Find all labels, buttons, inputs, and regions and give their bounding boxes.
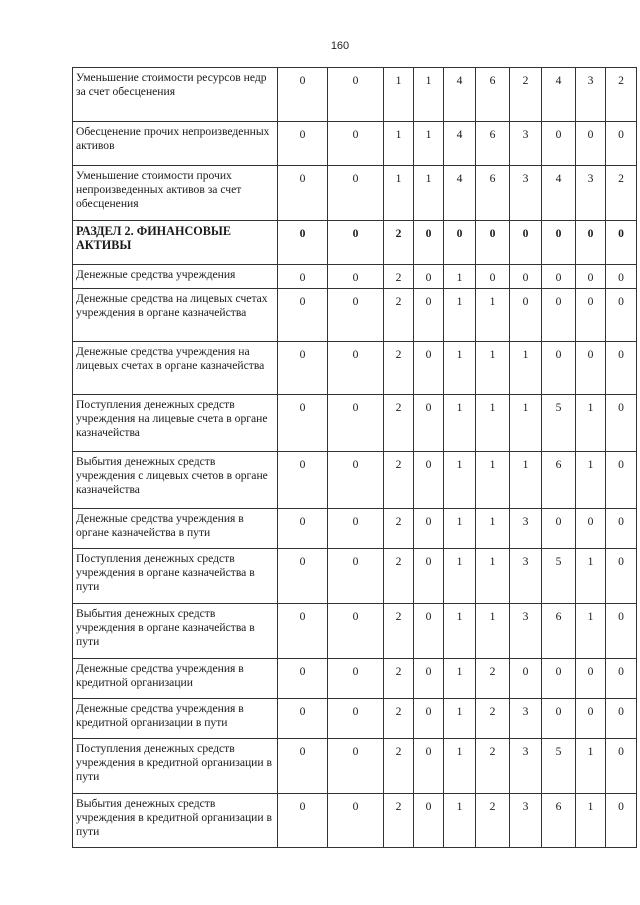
code-digit-cell: 1 [510, 452, 542, 509]
code-digit-cell: 3 [576, 166, 606, 221]
code-digit-cell: 0 [476, 221, 510, 265]
code-digit-cell: 2 [384, 395, 414, 452]
account-name-cell: Обесценение прочих непроизведенных активов [73, 122, 278, 166]
account-name-cell: Выбытия денежных средств учреждения в органе казначейства в пути [73, 604, 278, 659]
code-digit-cell: 5 [542, 549, 576, 604]
code-digit-cell: 0 [542, 289, 576, 342]
code-digit-cell: 1 [444, 509, 476, 549]
code-digit-cell: 1 [476, 509, 510, 549]
account-name-cell: Денежные средства учреждения в кредитной организации [73, 659, 278, 699]
code-digit-cell: 0 [328, 395, 384, 452]
code-digit-cell: 1 [510, 342, 542, 395]
code-digit-cell: 0 [476, 265, 510, 289]
code-digit-cell: 2 [384, 289, 414, 342]
code-digit-cell: 0 [414, 342, 444, 395]
code-digit-cell: 2 [606, 166, 637, 221]
code-digit-cell: 1 [476, 289, 510, 342]
code-digit-cell: 0 [328, 452, 384, 509]
code-digit-cell: 0 [278, 509, 328, 549]
code-digit-cell: 0 [444, 221, 476, 265]
code-digit-cell: 1 [384, 68, 414, 122]
code-digit-cell: 2 [476, 659, 510, 699]
code-digit-cell: 4 [542, 68, 576, 122]
code-digit-cell: 3 [510, 509, 542, 549]
code-digit-cell: 0 [328, 794, 384, 848]
code-digit-cell: 0 [278, 452, 328, 509]
code-digit-cell: 0 [278, 659, 328, 699]
code-digit-cell: 0 [542, 699, 576, 739]
table-row [73, 699, 637, 739]
code-digit-cell: 3 [510, 166, 542, 221]
code-digit-cell: 0 [328, 604, 384, 659]
code-digit-cell: 0 [414, 604, 444, 659]
table-row [73, 395, 637, 452]
code-digit-cell: 1 [476, 395, 510, 452]
code-digit-cell: 0 [542, 509, 576, 549]
code-digit-cell: 0 [414, 549, 444, 604]
code-digit-cell: 0 [414, 289, 444, 342]
code-digit-cell: 0 [328, 265, 384, 289]
code-digit-cell: 0 [606, 659, 637, 699]
code-digit-cell: 2 [384, 794, 414, 848]
table-row [73, 342, 637, 395]
code-digit-cell: 0 [328, 699, 384, 739]
code-digit-cell: 1 [576, 452, 606, 509]
code-digit-cell: 1 [576, 549, 606, 604]
code-digit-cell: 1 [576, 604, 606, 659]
table-row [73, 509, 637, 549]
code-digit-cell: 0 [328, 549, 384, 604]
code-digit-cell: 0 [576, 342, 606, 395]
code-digit-cell: 3 [510, 604, 542, 659]
code-digit-cell: 1 [444, 604, 476, 659]
code-digit-cell: 1 [414, 122, 444, 166]
code-digit-cell: 0 [510, 221, 542, 265]
code-digit-cell: 1 [384, 122, 414, 166]
code-digit-cell: 1 [414, 166, 444, 221]
code-digit-cell: 0 [414, 739, 444, 794]
table-row [73, 68, 637, 122]
code-digit-cell: 4 [444, 122, 476, 166]
code-digit-cell: 0 [510, 289, 542, 342]
code-digit-cell: 0 [328, 342, 384, 395]
code-digit-cell: 0 [606, 122, 637, 166]
table-row [73, 452, 637, 509]
code-digit-cell: 1 [510, 395, 542, 452]
code-digit-cell: 1 [576, 739, 606, 794]
account-name-cell: Поступления денежных средств учреждения в органе казначейства в пути [73, 549, 278, 604]
code-digit-cell: 0 [576, 122, 606, 166]
code-digit-cell: 0 [278, 221, 328, 265]
code-digit-cell: 6 [476, 68, 510, 122]
code-digit-cell: 0 [606, 265, 637, 289]
code-digit-cell: 2 [384, 509, 414, 549]
account-name-cell: Денежные средства учреждения в органе казначейства в пути [73, 509, 278, 549]
code-digit-cell: 0 [278, 342, 328, 395]
account-name-cell: Денежные средства на лицевых счетах учреждения в органе казначейства [73, 289, 278, 342]
code-digit-cell: 6 [542, 604, 576, 659]
table-row [73, 794, 637, 848]
account-name-cell: Уменьшение стоимости ресурсов недр за счет обесценения [73, 68, 278, 122]
code-digit-cell: 1 [384, 166, 414, 221]
code-digit-cell: 0 [414, 452, 444, 509]
code-digit-cell: 0 [278, 794, 328, 848]
code-digit-cell: 4 [444, 68, 476, 122]
code-digit-cell: 5 [542, 739, 576, 794]
code-digit-cell: 3 [510, 794, 542, 848]
code-digit-cell: 2 [384, 265, 414, 289]
code-digit-cell: 2 [384, 739, 414, 794]
code-digit-cell: 1 [476, 549, 510, 604]
code-digit-cell: 0 [606, 794, 637, 848]
code-digit-cell: 0 [328, 509, 384, 549]
code-digit-cell: 0 [542, 221, 576, 265]
code-digit-cell: 1 [444, 699, 476, 739]
code-digit-cell: 2 [476, 739, 510, 794]
table-row [73, 289, 637, 342]
code-digit-cell: 0 [606, 342, 637, 395]
code-digit-cell: 2 [384, 221, 414, 265]
code-digit-cell: 1 [444, 794, 476, 848]
code-digit-cell: 4 [542, 166, 576, 221]
account-codes-table [72, 67, 637, 848]
code-digit-cell: 0 [328, 166, 384, 221]
table-row [73, 659, 637, 699]
code-digit-cell: 1 [576, 395, 606, 452]
code-digit-cell: 3 [510, 549, 542, 604]
code-digit-cell: 0 [414, 221, 444, 265]
code-digit-cell: 0 [414, 265, 444, 289]
account-name-cell: Уменьшение стоимости прочих непроизведенных активов за счет обесценения [73, 166, 278, 221]
account-name-cell: Денежные средства учреждения на лицевых счетах в органе казначейства [73, 342, 278, 395]
section-header-row [73, 221, 637, 265]
code-digit-cell: 0 [606, 549, 637, 604]
page-number: 160 [330, 40, 350, 52]
account-name-cell: РАЗДЕЛ 2. ФИНАНСОВЫЕ АКТИВЫ [73, 221, 278, 265]
code-digit-cell: 0 [414, 395, 444, 452]
code-digit-cell: 4 [444, 166, 476, 221]
table-row [73, 604, 637, 659]
code-digit-cell: 0 [606, 452, 637, 509]
code-digit-cell: 0 [510, 265, 542, 289]
code-digit-cell: 0 [606, 509, 637, 549]
code-digit-cell: 3 [510, 122, 542, 166]
code-digit-cell: 2 [384, 659, 414, 699]
code-digit-cell: 6 [542, 794, 576, 848]
code-digit-cell: 3 [576, 68, 606, 122]
code-digit-cell: 0 [542, 342, 576, 395]
code-digit-cell: 0 [414, 699, 444, 739]
account-name-cell: Денежные средства учреждения в кредитной организации в пути [73, 699, 278, 739]
code-digit-cell: 2 [606, 68, 637, 122]
code-digit-cell: 0 [510, 659, 542, 699]
code-digit-cell: 1 [444, 549, 476, 604]
table-row [73, 549, 637, 604]
code-digit-cell: 6 [476, 166, 510, 221]
code-digit-cell: 0 [606, 739, 637, 794]
code-digit-cell: 5 [542, 395, 576, 452]
code-digit-cell: 3 [510, 739, 542, 794]
code-digit-cell: 0 [576, 221, 606, 265]
code-digit-cell: 0 [542, 265, 576, 289]
code-digit-cell: 0 [606, 604, 637, 659]
code-digit-cell: 0 [576, 509, 606, 549]
code-digit-cell: 3 [510, 699, 542, 739]
code-digit-cell: 0 [278, 549, 328, 604]
code-digit-cell: 1 [444, 452, 476, 509]
code-digit-cell: 1 [576, 794, 606, 848]
code-digit-cell: 0 [606, 699, 637, 739]
code-digit-cell: 0 [278, 68, 328, 122]
code-digit-cell: 0 [278, 166, 328, 221]
code-digit-cell: 1 [414, 68, 444, 122]
code-digit-cell: 0 [576, 699, 606, 739]
table-row [73, 166, 637, 221]
code-digit-cell: 1 [476, 342, 510, 395]
code-digit-cell: 1 [476, 452, 510, 509]
code-digit-cell: 6 [542, 452, 576, 509]
code-digit-cell: 0 [278, 699, 328, 739]
code-digit-cell: 0 [278, 604, 328, 659]
code-digit-cell: 1 [444, 739, 476, 794]
code-digit-cell: 0 [278, 265, 328, 289]
code-digit-cell: 1 [444, 395, 476, 452]
code-digit-cell: 2 [476, 699, 510, 739]
code-digit-cell: 2 [384, 549, 414, 604]
code-digit-cell: 0 [542, 659, 576, 699]
code-digit-cell: 0 [542, 122, 576, 166]
table-row [73, 122, 637, 166]
account-name-cell: Поступления денежных средств учреждения в кредитной организации в пути [73, 739, 278, 794]
code-digit-cell: 0 [278, 289, 328, 342]
code-digit-cell: 2 [384, 699, 414, 739]
code-digit-cell: 1 [476, 604, 510, 659]
code-digit-cell: 0 [414, 509, 444, 549]
code-digit-cell: 2 [384, 604, 414, 659]
code-digit-cell: 0 [606, 395, 637, 452]
code-digit-cell: 0 [606, 289, 637, 342]
code-digit-cell: 2 [476, 794, 510, 848]
code-digit-cell: 0 [576, 265, 606, 289]
code-digit-cell: 0 [328, 289, 384, 342]
code-digit-cell: 0 [576, 659, 606, 699]
code-digit-cell: 0 [606, 221, 637, 265]
code-digit-cell: 1 [444, 659, 476, 699]
code-digit-cell: 0 [328, 739, 384, 794]
code-digit-cell: 0 [328, 68, 384, 122]
code-digit-cell: 0 [328, 659, 384, 699]
table-row [73, 265, 637, 289]
code-digit-cell: 2 [384, 452, 414, 509]
table-body [73, 68, 637, 848]
code-digit-cell: 0 [328, 122, 384, 166]
code-digit-cell: 0 [328, 221, 384, 265]
code-digit-cell: 2 [384, 342, 414, 395]
code-digit-cell: 0 [414, 659, 444, 699]
code-digit-cell: 0 [278, 122, 328, 166]
account-name-cell: Выбытия денежных средств учреждения в кредитной организации в пути [73, 794, 278, 848]
code-digit-cell: 6 [476, 122, 510, 166]
account-name-cell: Денежные средства учреждения [73, 265, 278, 289]
account-name-cell: Выбытия денежных средств учреждения с лицевых счетов в органе казначейства [73, 452, 278, 509]
code-digit-cell: 2 [510, 68, 542, 122]
code-digit-cell: 0 [414, 794, 444, 848]
code-digit-cell: 0 [278, 739, 328, 794]
code-digit-cell: 1 [444, 342, 476, 395]
code-digit-cell: 0 [278, 395, 328, 452]
account-name-cell: Поступления денежных средств учреждения на лицевые счета в органе казначейства [73, 395, 278, 452]
code-digit-cell: 1 [444, 289, 476, 342]
code-digit-cell: 0 [576, 289, 606, 342]
table-row [73, 739, 637, 794]
code-digit-cell: 1 [444, 265, 476, 289]
